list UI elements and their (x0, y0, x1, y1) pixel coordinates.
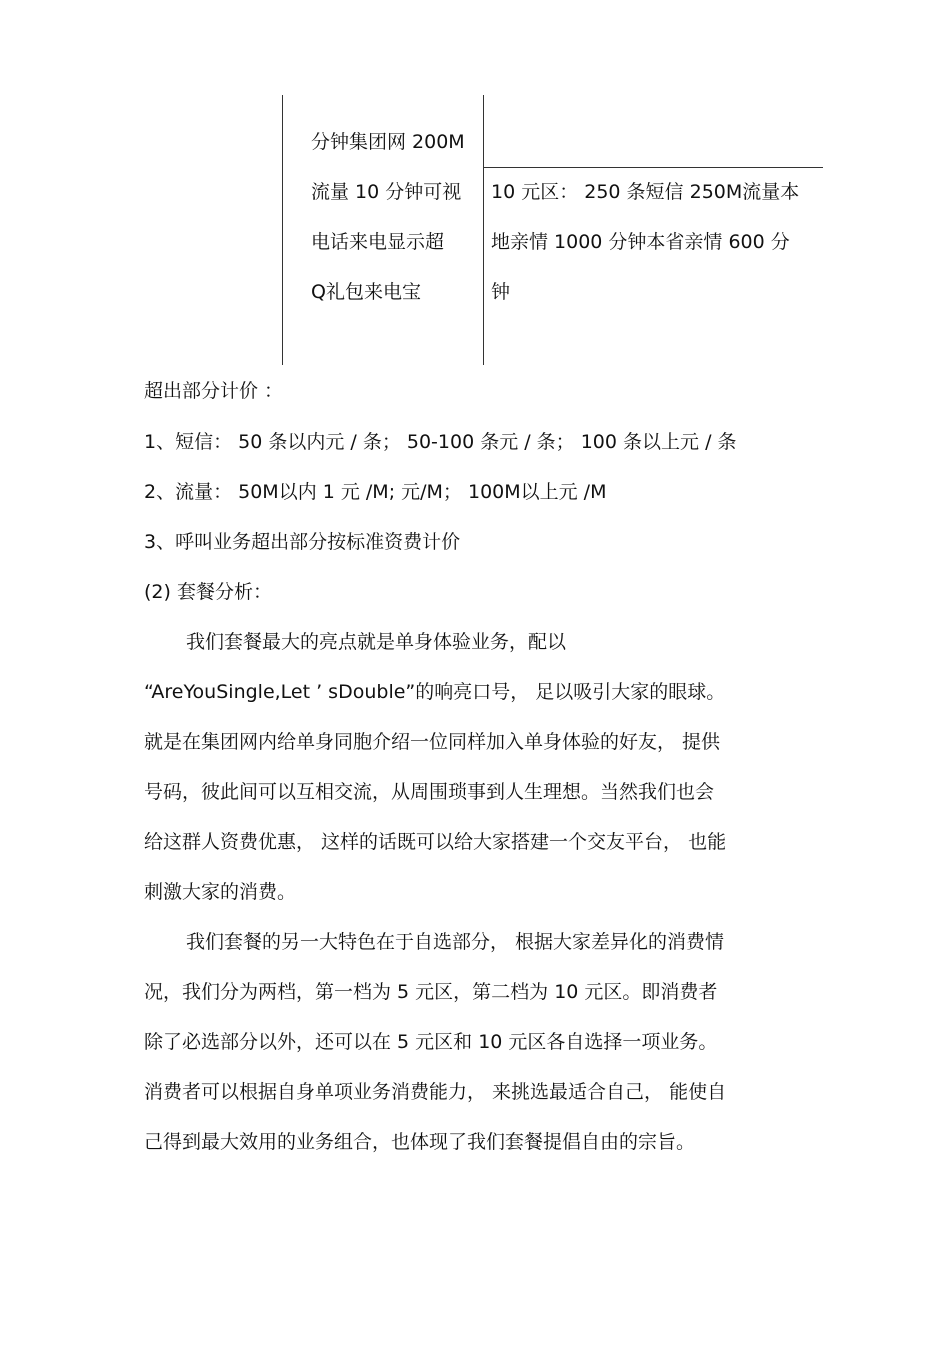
paragraph1-line: 给这群人资费优惠， 这样的话既可以给大家搭建一个交友平台， 也能 (144, 831, 727, 853)
table-cell-right-line: 10 元区： 250 条短信 250M流量本 (491, 181, 800, 203)
paragraph1-line: 号码，彼此间可以互相交流，从周围琐事到人生理想。当然我们也会 (144, 781, 715, 803)
table-middle-border (483, 95, 484, 365)
paragraph2-line: 消费者可以根据自身单项业务消费能力， 来挑选最适合自己， 能使自 (144, 1081, 727, 1103)
paragraph1-line: 刺激大家的消费。 (144, 881, 297, 903)
paragraph2-line: 己得到最大效用的业务组合，也体现了我们套餐提倡自由的宗旨。 (144, 1131, 696, 1153)
table-cell-left-line: 分钟集团网 200M (311, 131, 465, 153)
paragraph1-line: “AreYouSingle,Let ’ sDouble”的响亮口号， 足以吸引大家的眼球。 (144, 681, 726, 703)
overage-heading: 超出部分计价 ： (144, 380, 284, 402)
paragraph2-line: 我们套餐的另一大特色在于自选部分， 根据大家差异化的消费情 (186, 931, 725, 953)
overage-item-data: 2、流量： 50M以内 1 元 /M; 元/M； 100M以上元 /M (144, 481, 607, 503)
paragraph2-line: 况，我们分为两档，第一档为 5 元区，第二档为 10 元区。即消费者 (144, 981, 718, 1003)
table-left-border (282, 95, 283, 365)
table-cell-left-line: 流量 10 分钟可视 (311, 181, 462, 203)
table-cell-right-line: 钟 (491, 281, 511, 303)
paragraph1-line: 我们套餐最大的亮点就是单身体验业务，配以 (186, 631, 567, 653)
table-cell-left-line: Q礼包来电宝 (311, 281, 421, 303)
table-row-divider (483, 167, 823, 168)
overage-item-sms: 1、短信： 50 条以内元 / 条； 50-100 条元 / 条； 100 条以上元 / 条 (144, 431, 737, 453)
analysis-heading: (2) 套餐分析： (144, 581, 272, 603)
table-cell-right-line: 地亲情 1000 分钟本省亲情 600 分 (491, 231, 790, 253)
table-cell-left-line: 电话来电显示超 (311, 231, 445, 253)
paragraph2-line: 除了必选部分以外，还可以在 5 元区和 10 元区各自选择一项业务。 (144, 1031, 718, 1053)
paragraph1-line: 就是在集团网内给单身同胞介绍一位同样加入单身体验的好友， 提供 (144, 731, 721, 753)
overage-item-calls: 3、呼叫业务超出部分按标准资费计价 (144, 531, 461, 553)
